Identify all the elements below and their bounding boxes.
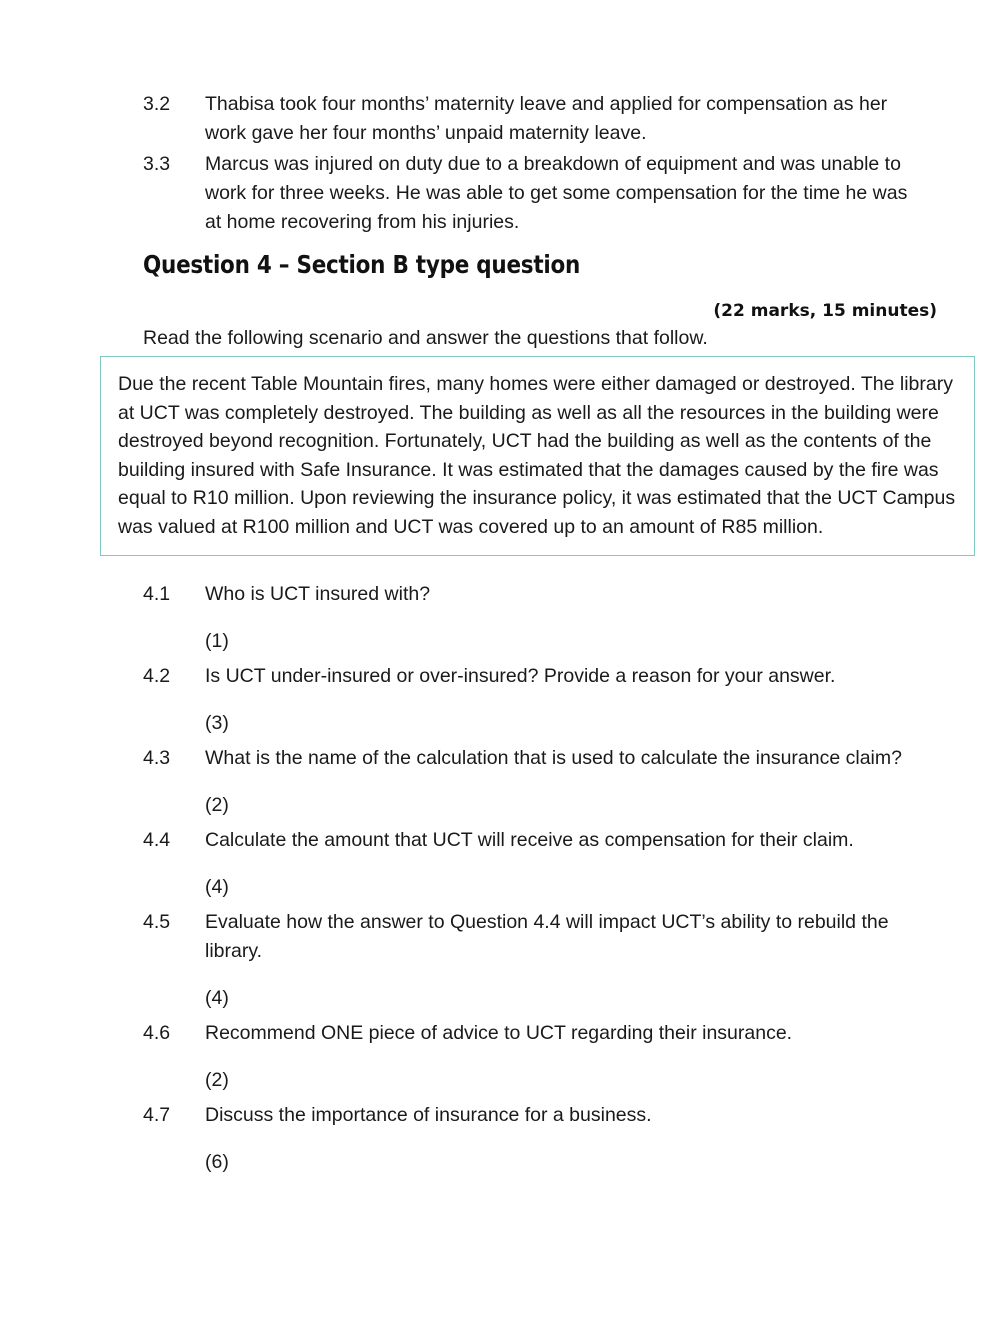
question-number: 4.6 [143, 1022, 171, 1044]
scenario-box [100, 356, 975, 556]
question-text: Who is UCT insured with? [205, 583, 431, 605]
question-marks: (4) [205, 987, 229, 1009]
question-row [143, 1019, 943, 1048]
question-number: 4.2 [143, 665, 171, 687]
question-item [143, 744, 943, 820]
question-text: Is UCT under-insured or over-insured? Provide a reason for your answer. [205, 665, 836, 687]
question-heading: Question 4 – Section B type question [143, 250, 581, 279]
question-number: 4.5 [143, 911, 171, 933]
question-marks: (2) [205, 794, 229, 816]
question-item [143, 1019, 943, 1095]
question-text: Recommend ONE piece of advice to UCT regarding their insurance. [205, 1022, 793, 1044]
list-item [143, 150, 915, 237]
question-marks: (1) [205, 630, 229, 652]
question-marks-row [143, 984, 943, 1013]
question-row [143, 580, 943, 609]
item-number: 3.3 [143, 153, 171, 175]
question-marks-row [143, 791, 943, 820]
question-marks: (4) [205, 876, 229, 898]
question-number: 4.7 [143, 1104, 171, 1126]
question-marks-row [143, 709, 943, 738]
instruction-text: Read the following scenario and answer the questions that follow. [143, 327, 708, 349]
question-row [143, 744, 943, 773]
question-row [143, 1101, 943, 1130]
question-row [143, 908, 943, 966]
scenario-text: Due the recent Table Mountain fires, many homes were either damaged or destroyed. The library at UCT was completely destroyed. The building as well as all the resources in the building were destroyed beyond recognition. Fortunately, UCT had the building as well as the contents of the building insured with Safe Insurance. It was estimated that the damages caused by the fire was equal to R10 million. Upon reviewing the insurance policy, it was estimated that the UCT Campus was valued at R100 million and UCT was covered up to an amount of R85 million. [118, 373, 956, 538]
numbered-list-section-3 [143, 90, 915, 237]
question-text: Evaluate how the answer to Question 4.4 will impact UCT’s ability to rebuild the library. [205, 911, 889, 962]
item-number: 3.2 [143, 93, 171, 115]
item-text: Thabisa took four months’ maternity leave and applied for compensation as her work gave her four months’ unpaid maternity leave. [205, 93, 888, 144]
question-item [143, 580, 943, 656]
list-item [143, 90, 915, 148]
question-item [143, 1101, 943, 1177]
question-item [143, 662, 943, 738]
question-text: Calculate the amount that UCT will receive as compensation for their claim. [205, 829, 854, 851]
question-item [143, 826, 943, 902]
question-marks-row [143, 1066, 943, 1095]
question-marks-row [143, 873, 943, 902]
question-marks: (2) [205, 1069, 229, 1091]
question-marks-row [143, 1148, 943, 1177]
question-number: 4.3 [143, 747, 171, 769]
question-marks: (6) [205, 1151, 229, 1173]
question-marks-row [143, 627, 943, 656]
marks-and-time: (22 marks, 15 minutes) [713, 301, 937, 321]
item-text: Marcus was injured on duty due to a breakdown of equipment and was unable to work for three weeks. He was able to get some compensation for the time he was at home recovering from his injuries. [205, 153, 908, 233]
question-row [143, 662, 943, 691]
question-number: 4.1 [143, 583, 171, 605]
question-number: 4.4 [143, 829, 171, 851]
question-item [143, 908, 943, 1013]
question-text: Discuss the importance of insurance for a business. [205, 1104, 652, 1126]
question-marks: (3) [205, 712, 229, 734]
question-text: What is the name of the calculation that is used to calculate the insurance claim? [205, 747, 902, 769]
question-row [143, 826, 943, 855]
question-list-section-4 [143, 580, 943, 1183]
